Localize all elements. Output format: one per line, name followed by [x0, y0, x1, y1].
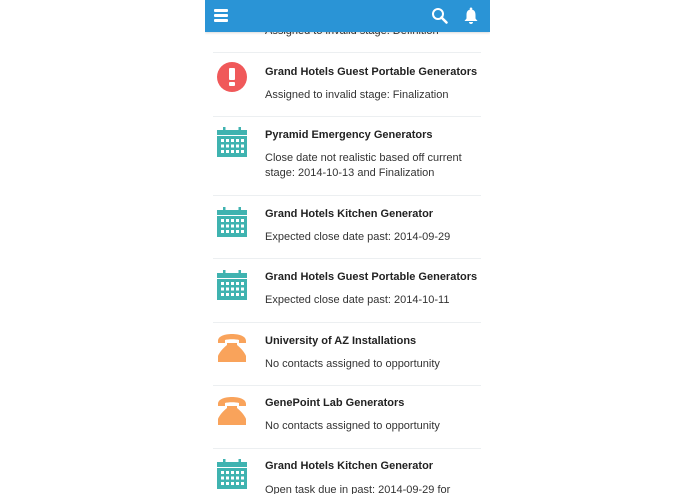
- list-item[interactable]: [205, 449, 490, 494]
- item-description: Assigned to invalid stage: Finalization: [265, 89, 449, 101]
- list-item[interactable]: [205, 259, 490, 322]
- item-title: Pyramid Emergency Generators: [265, 129, 433, 141]
- item-title: Grand Hotels Guest Portable Generators: [265, 271, 478, 283]
- item-description: No contacts assigned to opportunity: [265, 358, 440, 370]
- mobile-app-frame: [205, 0, 490, 494]
- list-item[interactable]: [205, 196, 490, 258]
- hamburger-menu-icon[interactable]: [214, 9, 228, 22]
- item-title: Grand Hotels Kitchen Generator: [265, 208, 434, 220]
- bell-icon[interactable]: [462, 7, 480, 25]
- item-description: No contacts assigned to opportunity: [265, 420, 440, 432]
- item-title: GenePoint Lab Generators: [265, 397, 405, 409]
- alert-icon: [216, 61, 248, 93]
- app-header: [205, 0, 490, 32]
- item-description: Close date not realistic based off current stage: 2014-10-13 and Finalization: [265, 152, 462, 179]
- item-description: Open task due in past: 2014-09-29 for: [265, 484, 451, 494]
- calendar-icon: [216, 269, 248, 301]
- phone-icon: [216, 332, 248, 364]
- list-item[interactable]: [205, 53, 490, 116]
- list-item[interactable]: [205, 117, 490, 195]
- item-title: University of AZ Installations: [265, 335, 417, 347]
- item-title: Grand Hotels Guest Portable Generators: [265, 66, 478, 78]
- item-title: Grand Hotels Kitchen Generator: [265, 460, 434, 472]
- item-description: Expected close date past: 2014-10-11: [265, 294, 450, 306]
- item-description: Expected close date past: 2014-09-29: [265, 231, 451, 243]
- list-item[interactable]: [205, 386, 490, 448]
- calendar-icon: [216, 126, 248, 158]
- calendar-icon: [216, 458, 248, 490]
- phone-icon: [216, 395, 248, 427]
- search-icon[interactable]: [431, 7, 449, 25]
- calendar-icon: [216, 206, 248, 238]
- list-item[interactable]: [205, 323, 490, 385]
